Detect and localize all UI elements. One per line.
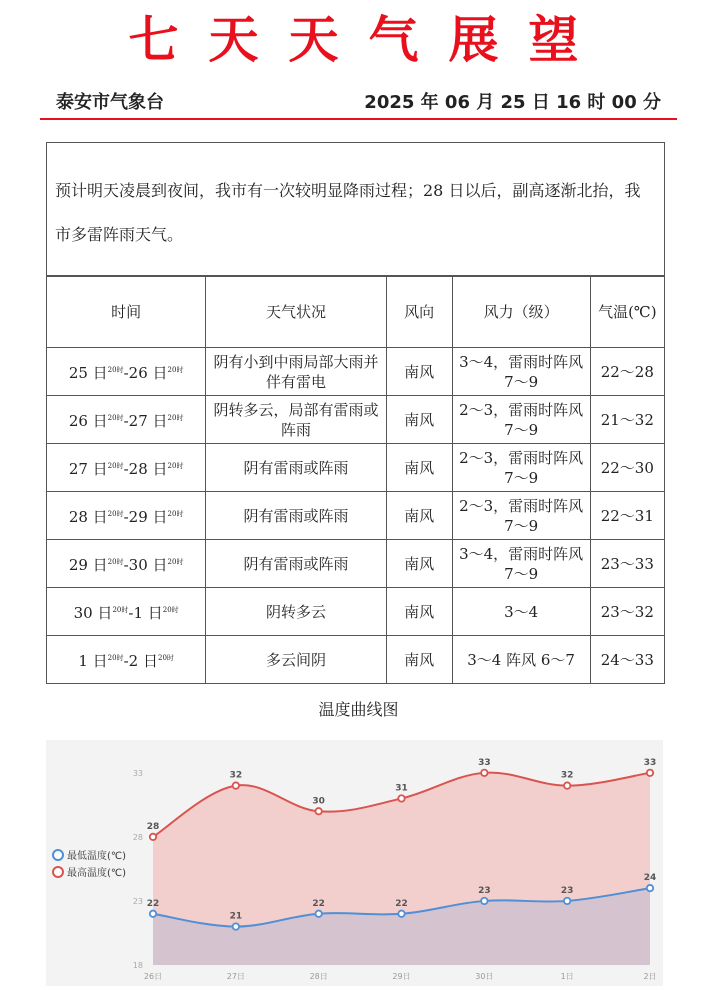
issue-datetime: 2025 年 06 月 25 日 16 时 00 分 bbox=[364, 92, 661, 113]
temperature-chart-svg bbox=[46, 740, 663, 986]
cell-weather: 阴有雷雨或阵雨 bbox=[206, 492, 387, 540]
x-tick-label: 29日 bbox=[392, 972, 411, 981]
cell-time: 28 日$^{20时}$-29 日$^{20时}$ bbox=[47, 492, 206, 540]
cell-temp: 23～33 bbox=[590, 540, 664, 588]
cell-wind-dir: 南风 bbox=[386, 636, 452, 684]
cell-wind-force: 3～4，雷雨时阵风7～9 bbox=[452, 348, 590, 396]
cell-time-start: 30 日 bbox=[73, 604, 113, 622]
cell-time-end-hour: 20时 bbox=[167, 366, 184, 374]
cell-time: 25 日$^{20时}$-26 日$^{20时}$ bbox=[47, 348, 206, 396]
cell-time-end: 30 日 bbox=[128, 556, 168, 574]
min-temp-data-label: 21 bbox=[229, 911, 243, 922]
cell-time-end: 27 日 bbox=[128, 412, 168, 430]
table-row bbox=[47, 444, 665, 492]
max-temp-point bbox=[564, 782, 570, 788]
legend-marker bbox=[53, 850, 63, 860]
legend-label: 最低温度(℃) bbox=[67, 851, 127, 862]
cell-weather: 阴有雷雨或阵雨 bbox=[206, 540, 387, 588]
cell-time: 1 日$^{20时}$-2 日$^{20时}$ bbox=[47, 636, 206, 684]
min-temp-data-label: 23 bbox=[478, 885, 491, 896]
x-tick-label: 2日 bbox=[643, 972, 657, 981]
cell-weather: 阴转多云 bbox=[206, 588, 387, 636]
y-tick-label: 18 bbox=[132, 961, 143, 970]
cell-time-end-hour: 20时 bbox=[162, 606, 179, 614]
table-row bbox=[47, 396, 665, 444]
table-row bbox=[47, 588, 665, 636]
header-row bbox=[56, 88, 661, 114]
x-tick-label: 27日 bbox=[226, 972, 245, 981]
cell-temp: 22～30 bbox=[590, 444, 664, 492]
cell-time-end-hour: 20时 bbox=[167, 510, 184, 518]
cell-time-start: 27 日 bbox=[68, 460, 108, 478]
min-temp-point bbox=[315, 911, 321, 917]
max-temp-data-label: 33 bbox=[478, 757, 491, 768]
table-row bbox=[47, 492, 665, 540]
min-temp-data-label: 22 bbox=[312, 898, 325, 909]
y-tick-label: 33 bbox=[132, 768, 143, 778]
cell-time-end-hour: 20时 bbox=[167, 462, 184, 470]
cell-wind-force: 2～3，雷雨时阵风7～9 bbox=[452, 396, 590, 444]
min-temp-point bbox=[481, 898, 487, 904]
cell-time-end-hour: 20时 bbox=[157, 654, 174, 662]
cell-time-start-hour: 20时 bbox=[107, 510, 124, 518]
header-rule bbox=[40, 118, 677, 120]
cell-time-end: 28 日 bbox=[128, 460, 168, 478]
legend-label: 最高温度(℃) bbox=[67, 868, 127, 879]
cell-weather: 阴有雷雨或阵雨 bbox=[206, 444, 387, 492]
chart-caption: 温度曲线图 bbox=[318, 700, 399, 719]
cell-time-start-hour: 20时 bbox=[107, 558, 124, 566]
cell-temp: 23～32 bbox=[590, 588, 664, 636]
cell-time-start: 26 日 bbox=[68, 412, 108, 430]
max-temp-point bbox=[315, 808, 321, 814]
cell-wind-dir: 南风 bbox=[386, 396, 452, 444]
x-tick-label: 30日 bbox=[475, 972, 494, 981]
y-tick-label: 23 bbox=[132, 896, 143, 906]
table-header-row bbox=[47, 277, 665, 348]
min-temp-point bbox=[398, 911, 404, 917]
col-header-wind-dir: 风向 bbox=[386, 277, 452, 348]
min-temp-data-label: 24 bbox=[643, 873, 657, 884]
cell-time-end: 2 日 bbox=[128, 652, 158, 670]
forecast-table bbox=[46, 276, 665, 684]
cell-time: 26 日$^{20时}$-27 日$^{20时}$ bbox=[47, 396, 206, 444]
cell-wind-force: 3～4，雷雨时阵风7～9 bbox=[452, 540, 590, 588]
cell-temp: 22～28 bbox=[590, 348, 664, 396]
cell-wind-force: 3～4 bbox=[452, 588, 590, 636]
max-temp-point bbox=[647, 770, 653, 776]
cell-time-start: 1 日 bbox=[78, 652, 108, 670]
max-temp-data-label: 30 bbox=[312, 796, 325, 807]
col-header-temp: 气温(℃) bbox=[590, 277, 664, 348]
table-row bbox=[47, 636, 665, 684]
cell-time-start: 29 日 bbox=[68, 556, 108, 574]
cell-time-end-hour: 20时 bbox=[167, 558, 184, 566]
cell-wind-dir: 南风 bbox=[386, 492, 452, 540]
max-temp-data-label: 32 bbox=[560, 770, 574, 781]
cell-time-start-hour: 20时 bbox=[107, 414, 124, 422]
table-row bbox=[47, 540, 665, 588]
legend-marker bbox=[53, 867, 63, 877]
cell-weather: 多云间阴 bbox=[206, 636, 387, 684]
min-temp-data-label: 22 bbox=[146, 898, 160, 909]
x-tick-label: 1日 bbox=[560, 972, 574, 981]
cell-temp: 24～33 bbox=[590, 636, 664, 684]
cell-time-end: 26 日 bbox=[128, 364, 168, 382]
col-header-weather: 天气状况 bbox=[206, 277, 387, 348]
col-header-time: 时间 bbox=[47, 277, 206, 348]
min-temp-point bbox=[233, 923, 239, 929]
max-temp-point bbox=[233, 782, 239, 788]
min-temp-data-label: 22 bbox=[395, 898, 408, 909]
cell-time-start-hour: 20时 bbox=[107, 366, 124, 374]
min-temp-point bbox=[564, 898, 570, 904]
max-temp-data-label: 32 bbox=[229, 770, 243, 781]
cell-time: 27 日$^{20时}$-28 日$^{20时}$ bbox=[47, 444, 206, 492]
cell-wind-force: 2～3，雷雨时阵风7～9 bbox=[452, 492, 590, 540]
max-temp-data-label: 28 bbox=[146, 821, 160, 832]
cell-wind-dir: 南风 bbox=[386, 588, 452, 636]
cell-weather: 阴有小到中雨局部大雨并伴有雷电 bbox=[206, 348, 387, 396]
cell-weather: 阴转多云，局部有雷雨或阵雨 bbox=[206, 396, 387, 444]
max-temp-data-label: 33 bbox=[643, 757, 657, 768]
cell-time-end: 29 日 bbox=[128, 508, 168, 526]
max-temp-point bbox=[481, 770, 487, 776]
cell-wind-dir: 南风 bbox=[386, 444, 452, 492]
min-temp-data-label: 23 bbox=[560, 885, 574, 896]
cell-time-start-hour: 20时 bbox=[112, 606, 129, 614]
cell-wind-force: 2～3，雷雨时阵风7～9 bbox=[452, 444, 590, 492]
x-tick-label: 28日 bbox=[309, 972, 328, 981]
max-temp-point bbox=[150, 834, 156, 840]
cell-time-start-hour: 20时 bbox=[107, 654, 124, 662]
min-temp-point bbox=[647, 885, 653, 891]
cell-time-end-hour: 20时 bbox=[167, 414, 184, 422]
cell-temp: 22～31 bbox=[590, 492, 664, 540]
cell-wind-dir: 南风 bbox=[386, 540, 452, 588]
cell-temp: 21～32 bbox=[590, 396, 664, 444]
cell-time-start: 25 日 bbox=[68, 364, 108, 382]
cell-time: 29 日$^{20时}$-30 日$^{20时}$ bbox=[47, 540, 206, 588]
min-temp-point bbox=[150, 911, 156, 917]
x-tick-label: 26日 bbox=[143, 972, 163, 981]
cell-time-start-hour: 20时 bbox=[107, 462, 124, 470]
cell-wind-dir: 南风 bbox=[386, 348, 452, 396]
col-header-wind-force: 风力（级） bbox=[452, 277, 590, 348]
cell-time: 30 日$^{20时}$-1 日$^{20时}$ bbox=[47, 588, 206, 636]
cell-time-end: 1 日 bbox=[133, 604, 163, 622]
max-temp-data-label: 31 bbox=[395, 783, 408, 794]
forecast-summary: 预计明天凌晨到夜间，我市有一次较明显降雨过程；28 日以后，副高逐渐北抬，我市多雷阵雨天气。 bbox=[46, 142, 665, 276]
max-temp-point bbox=[398, 795, 404, 801]
cell-time-start: 28 日 bbox=[68, 508, 108, 526]
temperature-chart bbox=[46, 740, 663, 986]
table-row bbox=[47, 348, 665, 396]
page-title: 七天天气展望 bbox=[128, 10, 609, 69]
cell-wind-force: 3～4 阵风 6～7 bbox=[452, 636, 590, 684]
y-tick-label: 28 bbox=[132, 832, 143, 842]
org-name: 泰安市气象台 bbox=[56, 92, 164, 113]
